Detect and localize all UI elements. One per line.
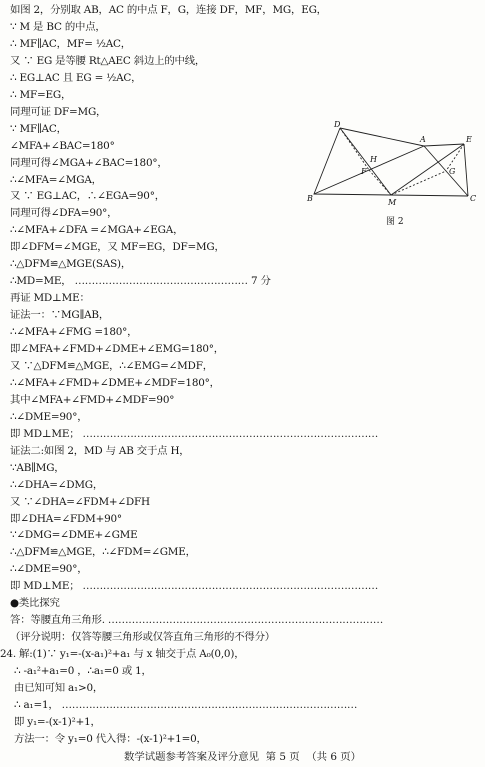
text-line: ∴∠DME=90°， <box>10 410 88 423</box>
text-line: ∵ MF∥AC， <box>10 122 67 135</box>
page-footer: 数学试题参考答案及评分意见 第 5 页 （共 6 页） <box>123 751 362 763</box>
text-line: 即 MD⊥ME； …………………………………………………………………………… <box>10 580 379 593</box>
text-line: ●类比探究 <box>10 597 60 610</box>
text-line: 即 y₁=-(x-1)²+1， <box>14 715 101 728</box>
text-line: 即 MD⊥ME； …………………………………………………………………………… <box>10 427 379 440</box>
text-line: ∵AB∥MG， <box>10 461 65 474</box>
label-d: D <box>334 120 341 129</box>
text-line: ∴∠DME=90°， <box>10 563 88 576</box>
segment-fm <box>369 170 391 195</box>
text-line: ∴∠MFA+∠FMD+∠DME+∠MDF=180°， <box>10 376 220 389</box>
text-line: ∠MFA+∠BAC=180° <box>10 139 115 152</box>
text-line: ∴∠MFA+∠DFA =∠MGA+∠EGA， <box>10 224 184 237</box>
text-line: （评分说明：仅答等腰三角形或仅答直角三角形的不得分） <box>10 631 275 644</box>
text-line: ∴ a₁=1， …………………………………………………………………………… <box>14 698 358 711</box>
text-line: 同理可证 DF=MG， <box>10 105 107 118</box>
text-line: 即∠DHA=∠FDM+90° <box>10 512 122 525</box>
text-line: 又 ∵ EG 是等腰 Rt△AEC 斜边上的中线， <box>10 54 206 67</box>
text-line: ∴△DFM≌△MGE，∴∠FDM=∠GME， <box>10 546 196 559</box>
label-f: F <box>361 167 367 176</box>
text-line: 即∠MFA+∠FMD+∠DME+∠EMG=180°， <box>10 343 224 355</box>
text-line: ∴ MF∥AC，MF= ½AC， <box>10 37 131 50</box>
text-line: 证法一：∵MG∥AB， <box>10 309 110 322</box>
label-b: B <box>307 194 313 203</box>
text-line: 其中∠MFA+∠FMD+∠MDF=90° <box>10 393 175 406</box>
text-line: 同理可得∠DFA=90°， <box>10 207 118 220</box>
text-line: ∴∠MFA=∠MGA， <box>10 173 102 186</box>
text-line: ∴∠MFA+∠FMG =180°， <box>10 326 138 339</box>
text-line: ∴ -a₁²+a₁=0 ，∴a₁=0 或 1， <box>14 665 152 678</box>
text-line: 证法二:如图 2，MD 与 AB 交于点 H， <box>10 444 190 457</box>
segment-dm <box>340 128 391 195</box>
label-e: E <box>466 135 472 144</box>
segment-ec <box>464 144 468 196</box>
text-line: 又 ∵△DFM≌△MGE，∴∠EMG=∠MDF， <box>10 359 213 372</box>
figure-caption: 图 2 <box>386 217 404 227</box>
text-line: 又 ∵∠DHA=∠FDM+∠DFH <box>10 495 150 508</box>
text-line: 方法一：令 y₁=0 代入得：-(x-1)²+1=0， <box>14 732 207 745</box>
text-line: 答：等腰直角三角形. ……………………………………………………………………… <box>10 614 384 627</box>
text-line: 又 ∵ EG⊥AC，∴∠EGA=90°， <box>10 190 165 203</box>
text-line: 如图 2，分别取 AB，AC 的中点 F，G，连接 DF，MF，MG，EG， <box>10 4 327 16</box>
text-line: 再证 MD⊥ME： <box>10 292 90 305</box>
segment-mg <box>391 171 446 195</box>
text-line: 24. 解:(1)∵ y₁=-(x-a₁)²+a₁ 与 x 轴交于点 A₀(0,0)， <box>0 648 245 661</box>
text-line: 由已知可知 a₁>0， <box>14 682 104 694</box>
label-a: A <box>420 135 426 144</box>
label-c: C <box>470 194 477 203</box>
text-line: 同理可得∠MGA+∠BAC=180°， <box>10 156 168 169</box>
text-line: ∴∠DHA=∠DMG， <box>10 478 104 491</box>
text-line: ∴ MF=EG， <box>10 88 72 101</box>
segment-ae <box>424 144 464 146</box>
text-line: ∴△DFM≌△MGE(SAS)， <box>10 258 132 271</box>
triangle-abd-edges <box>314 128 468 196</box>
label-m: M <box>388 198 397 207</box>
text-line: ∵∠DMG=∠DME+∠GME <box>10 529 138 542</box>
text-line: ∴ EG⊥AC 且 EG = ½AC， <box>10 71 142 84</box>
text-line: ∴MD=ME， …………………………………………… 7 分 <box>10 275 271 288</box>
text-line: ∵ M 是 BC 的中点， <box>10 20 106 33</box>
label-h: H <box>370 155 377 164</box>
segment-ad <box>340 128 424 146</box>
text-line: 即∠DFM=∠MGE，又 MF=EG，DF=MG， <box>10 241 225 254</box>
figure-2 <box>306 118 484 230</box>
label-g: G <box>449 167 456 176</box>
